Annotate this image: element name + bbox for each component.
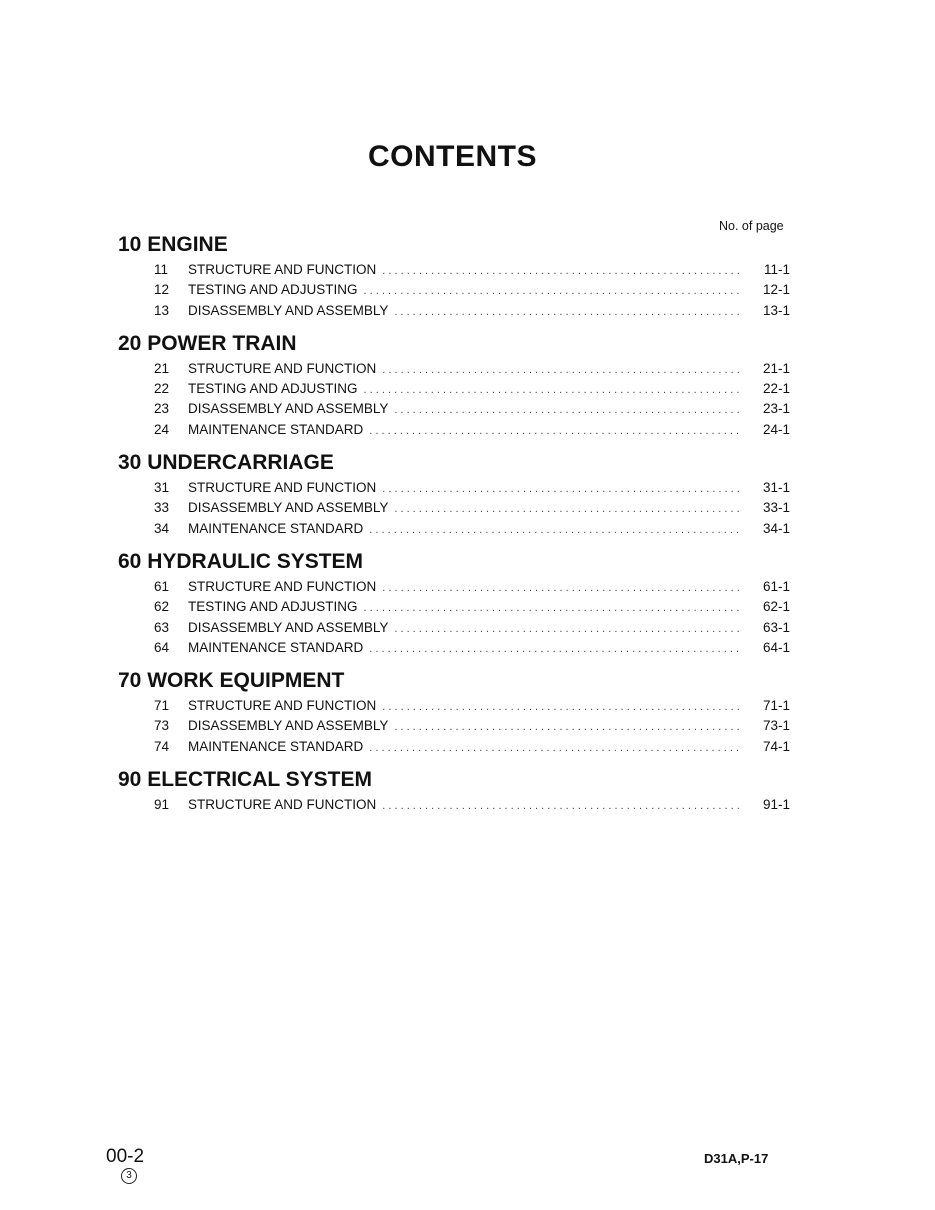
entry-label: MAINTENANCE STANDARD [188,639,364,655]
entry-label: DISASSEMBLY AND ASSEMBLY [188,619,389,635]
toc-entry [118,399,790,419]
entry-number: 71 [154,698,170,714]
entry-page: 11-1 [763,262,790,277]
toc-section [118,666,790,757]
entry-number: 33 [154,500,170,516]
entry-number: 23 [154,401,170,417]
dot-leader [382,697,742,717]
entry-label: STRUCTURE AND FUNCTION [188,698,377,714]
dot-leader [382,796,742,816]
entry-number: 11 [154,262,169,277]
page-number: 00-2 [106,1146,145,1167]
entry-number: 22 [154,381,170,397]
entry-label: MAINTENANCE STANDARD [188,738,364,754]
entry-label: MAINTENANCE STANDARD [188,421,364,437]
dot-leader [369,520,742,540]
toc-entry [118,795,790,815]
entry-page: 91-1 [762,797,790,813]
toc-section [118,765,790,815]
entry-number: 64 [154,639,170,655]
toc-entry [118,260,790,280]
entry-page: 74-1 [762,738,790,754]
entry-number: 34 [154,520,170,536]
section-title: 20 POWER TRAIN [118,331,297,355]
dot-leader [382,578,742,598]
entry-page: 64-1 [762,639,790,655]
toc-entry [118,478,790,498]
entry-label: STRUCTURE AND FUNCTION [188,360,377,376]
dot-leader [364,598,742,618]
revision-mark: 3 [121,1168,137,1184]
page-title: CONTENTS [368,140,537,173]
entry-number: 13 [154,302,170,318]
model-code: D31A,P-17 [704,1151,769,1166]
toc-section [118,230,790,321]
entry-page: 23-1 [762,401,790,417]
entry-number: 74 [154,738,170,754]
dot-leader [394,619,742,639]
toc-entry [118,519,790,539]
entry-page: 21-1 [762,360,790,376]
toc-section [118,329,790,440]
entry-page: 71-1 [762,698,790,714]
entry-label: DISASSEMBLY AND ASSEMBLY [188,718,389,734]
entry-label: MAINTENANCE STANDARD [188,520,364,536]
toc-entry [118,638,790,658]
entry-number: 91 [154,797,170,813]
entry-label: DISASSEMBLY AND ASSEMBLY [188,302,389,318]
entry-number: 63 [154,619,170,635]
entry-label: TESTING AND ADJUSTING [188,381,358,397]
dot-leader [382,479,742,499]
entry-label: STRUCTURE AND FUNCTION [188,578,377,594]
entry-label: TESTING AND ADJUSTING [188,599,358,615]
dot-leader [364,281,742,301]
section-title: 30 UNDERCARRIAGE [118,451,334,475]
entry-page: 61-1 [762,578,790,594]
entry-label: STRUCTURE AND FUNCTION [188,797,377,813]
entry-number: 62 [154,599,170,615]
dot-leader [382,261,742,281]
entry-page: 31-1 [762,480,790,496]
toc-section [118,547,790,658]
entry-page: 22-1 [762,381,790,397]
toc-entry [118,696,790,716]
dot-leader [369,421,742,441]
entry-number: 31 [154,480,170,496]
entry-label: TESTING AND ADJUSTING [188,282,358,298]
entry-page: 63-1 [762,619,790,635]
entry-number: 21 [154,360,170,376]
dot-leader [369,738,742,758]
entry-label: DISASSEMBLY AND ASSEMBLY [188,500,389,516]
section-title: 90 ELECTRICAL SYSTEM [118,768,372,792]
entry-page: 12-1 [762,282,790,298]
no-of-page-label: No. of page [719,219,784,233]
table-of-contents [118,230,790,823]
section-title: 70 WORK EQUIPMENT [118,669,345,693]
toc-entry [118,577,790,597]
entry-page: 34-1 [762,520,790,536]
toc-entry [118,597,790,617]
dot-leader [364,380,742,400]
dot-leader [369,639,742,659]
entry-page: 13-1 [762,302,790,318]
toc-entry [118,301,790,321]
toc-entry [118,737,790,757]
dot-leader [394,499,742,519]
entry-label: STRUCTURE AND FUNCTION [188,262,377,277]
entry-label: DISASSEMBLY AND ASSEMBLY [188,401,389,417]
entry-page: 24-1 [762,421,790,437]
entry-number: 12 [154,282,170,298]
toc-entry [118,618,790,638]
toc-entry [118,280,790,300]
dot-leader [394,400,742,420]
entry-number: 73 [154,718,170,734]
entry-page: 73-1 [762,718,790,734]
toc-entry [118,359,790,379]
toc-entry [118,498,790,518]
entry-label: STRUCTURE AND FUNCTION [188,480,377,496]
entry-page: 33-1 [762,500,790,516]
toc-entry [118,379,790,399]
toc-entry [118,716,790,736]
toc-entry [118,420,790,440]
entry-page: 62-1 [762,599,790,615]
dot-leader [394,717,742,737]
section-title: 60 HYDRAULIC SYSTEM [118,549,364,573]
dot-leader [382,360,742,380]
dot-leader [394,302,742,322]
entry-number: 61 [154,578,170,594]
entry-number: 24 [154,421,170,437]
toc-section [118,448,790,539]
section-title: 10 ENGINE [118,233,228,256]
